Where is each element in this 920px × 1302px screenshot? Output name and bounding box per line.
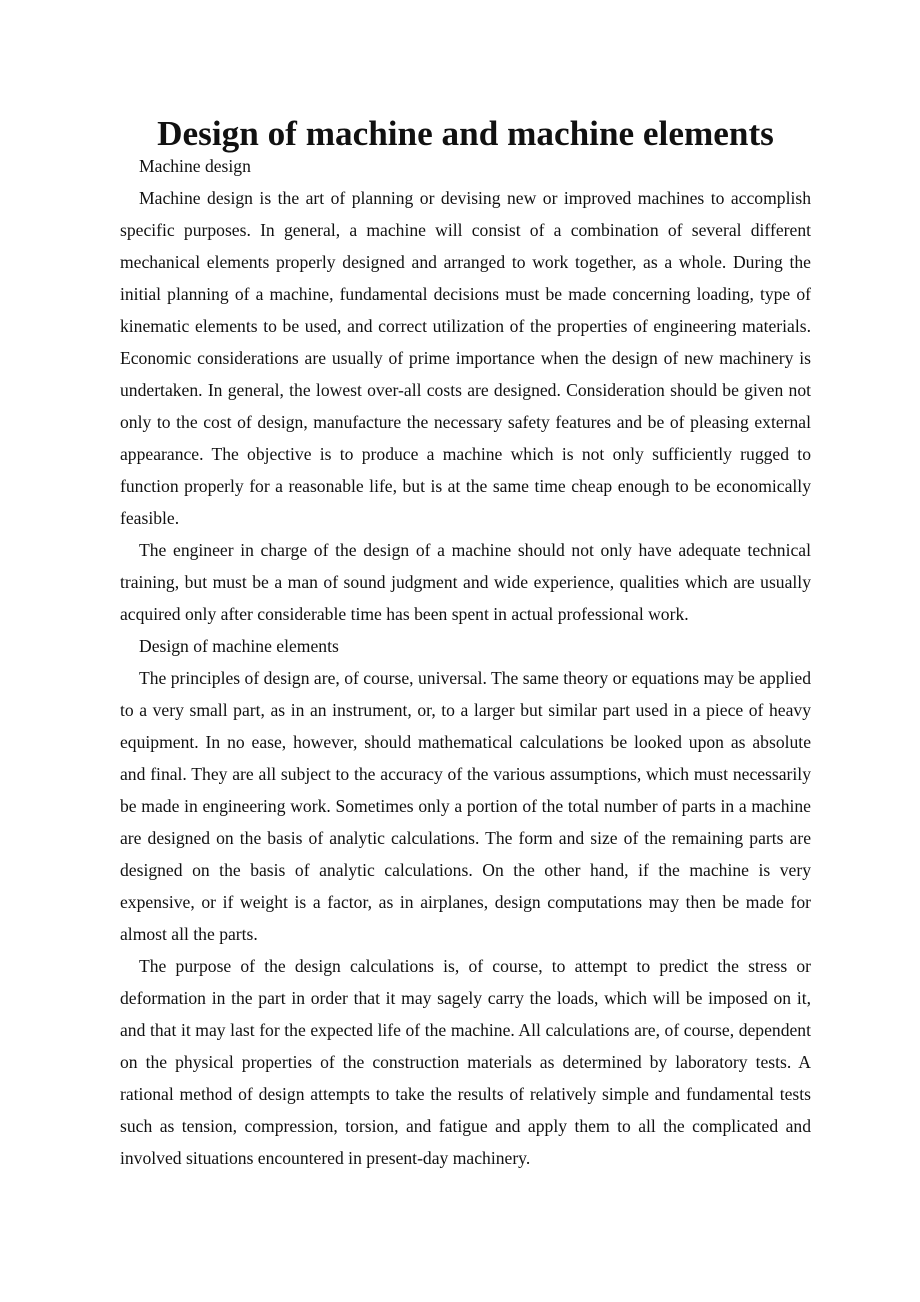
paragraph: The purpose of the design calculations is, of course, to attempt to predict the stress or deformation in the part in order that it may sagely carry the loads, which will be imposed on it, and that it may last for the expected life of the machine. All calculations are, of course, dependent on the physical properties of the construction materials as determined by laboratory tests. A rational method of design attempts to take the results of relatively simple and fundamental tests such as tension, compression, torsion, and fatigue and apply them to all the complicated and involved situations encountered in present-day machinery. xyxy=(120,956,811,1168)
section-design-of-machine-elements xyxy=(120,630,811,1174)
paragraph: The principles of design are, of course, universal. The same theory or equations may be applied to a very small part, as in an instrument, or, to a larger but similar part used in a piece of heavy equipment. In no ease, however, should mathematical calculations be looked upon as absolute and final. They are all subject to the accuracy of the various assumptions, which must necessarily be made in engineering work. Sometimes only a portion of the total number of parts in a machine are designed on the basis of analytic calculations. The form and size of the remaining parts are designed on the basis of analytic calculations. On the other hand, if the machine is very expensive, or if weight is a factor, as in airplanes, design computations may then be made for almost all the parts. xyxy=(120,668,811,944)
section-machine-design xyxy=(120,150,811,630)
paragraph: Machine design is the art of planning or devising new or improved machines to accomplish specific purposes. In general, a machine will consist of a combination of several different mechanical elements properly designed and arranged to work together, as a whole. During the initial planning of a machine, fundamental decisions must be made concerning loading, type of kinematic elements to be used, and correct utilization of the properties of engineering materials. Economic considerations are usually of prime importance when the design of new machinery is undertaken. In general, the lowest over-all costs are designed. Consideration should be given not only to the cost of design, manufacture the necessary safety features and be of pleasing external appearance. The objective is to produce a machine which is not only sufficiently rugged to function properly for a reasonable life, but is at the same time cheap enough to be economically feasible. xyxy=(120,188,811,528)
document-body xyxy=(120,114,811,1174)
paragraph: The engineer in charge of the design of a machine should not only have adequate technical training, but must be a man of sound judgment and wide experience, qualities which are usually acquired only after considerable time has been spent in actual professional work. xyxy=(120,540,811,624)
section-heading: Design of machine elements xyxy=(139,636,339,656)
section-heading: Machine design xyxy=(139,156,251,176)
document-title: Design of machine and machine elements xyxy=(157,114,774,153)
